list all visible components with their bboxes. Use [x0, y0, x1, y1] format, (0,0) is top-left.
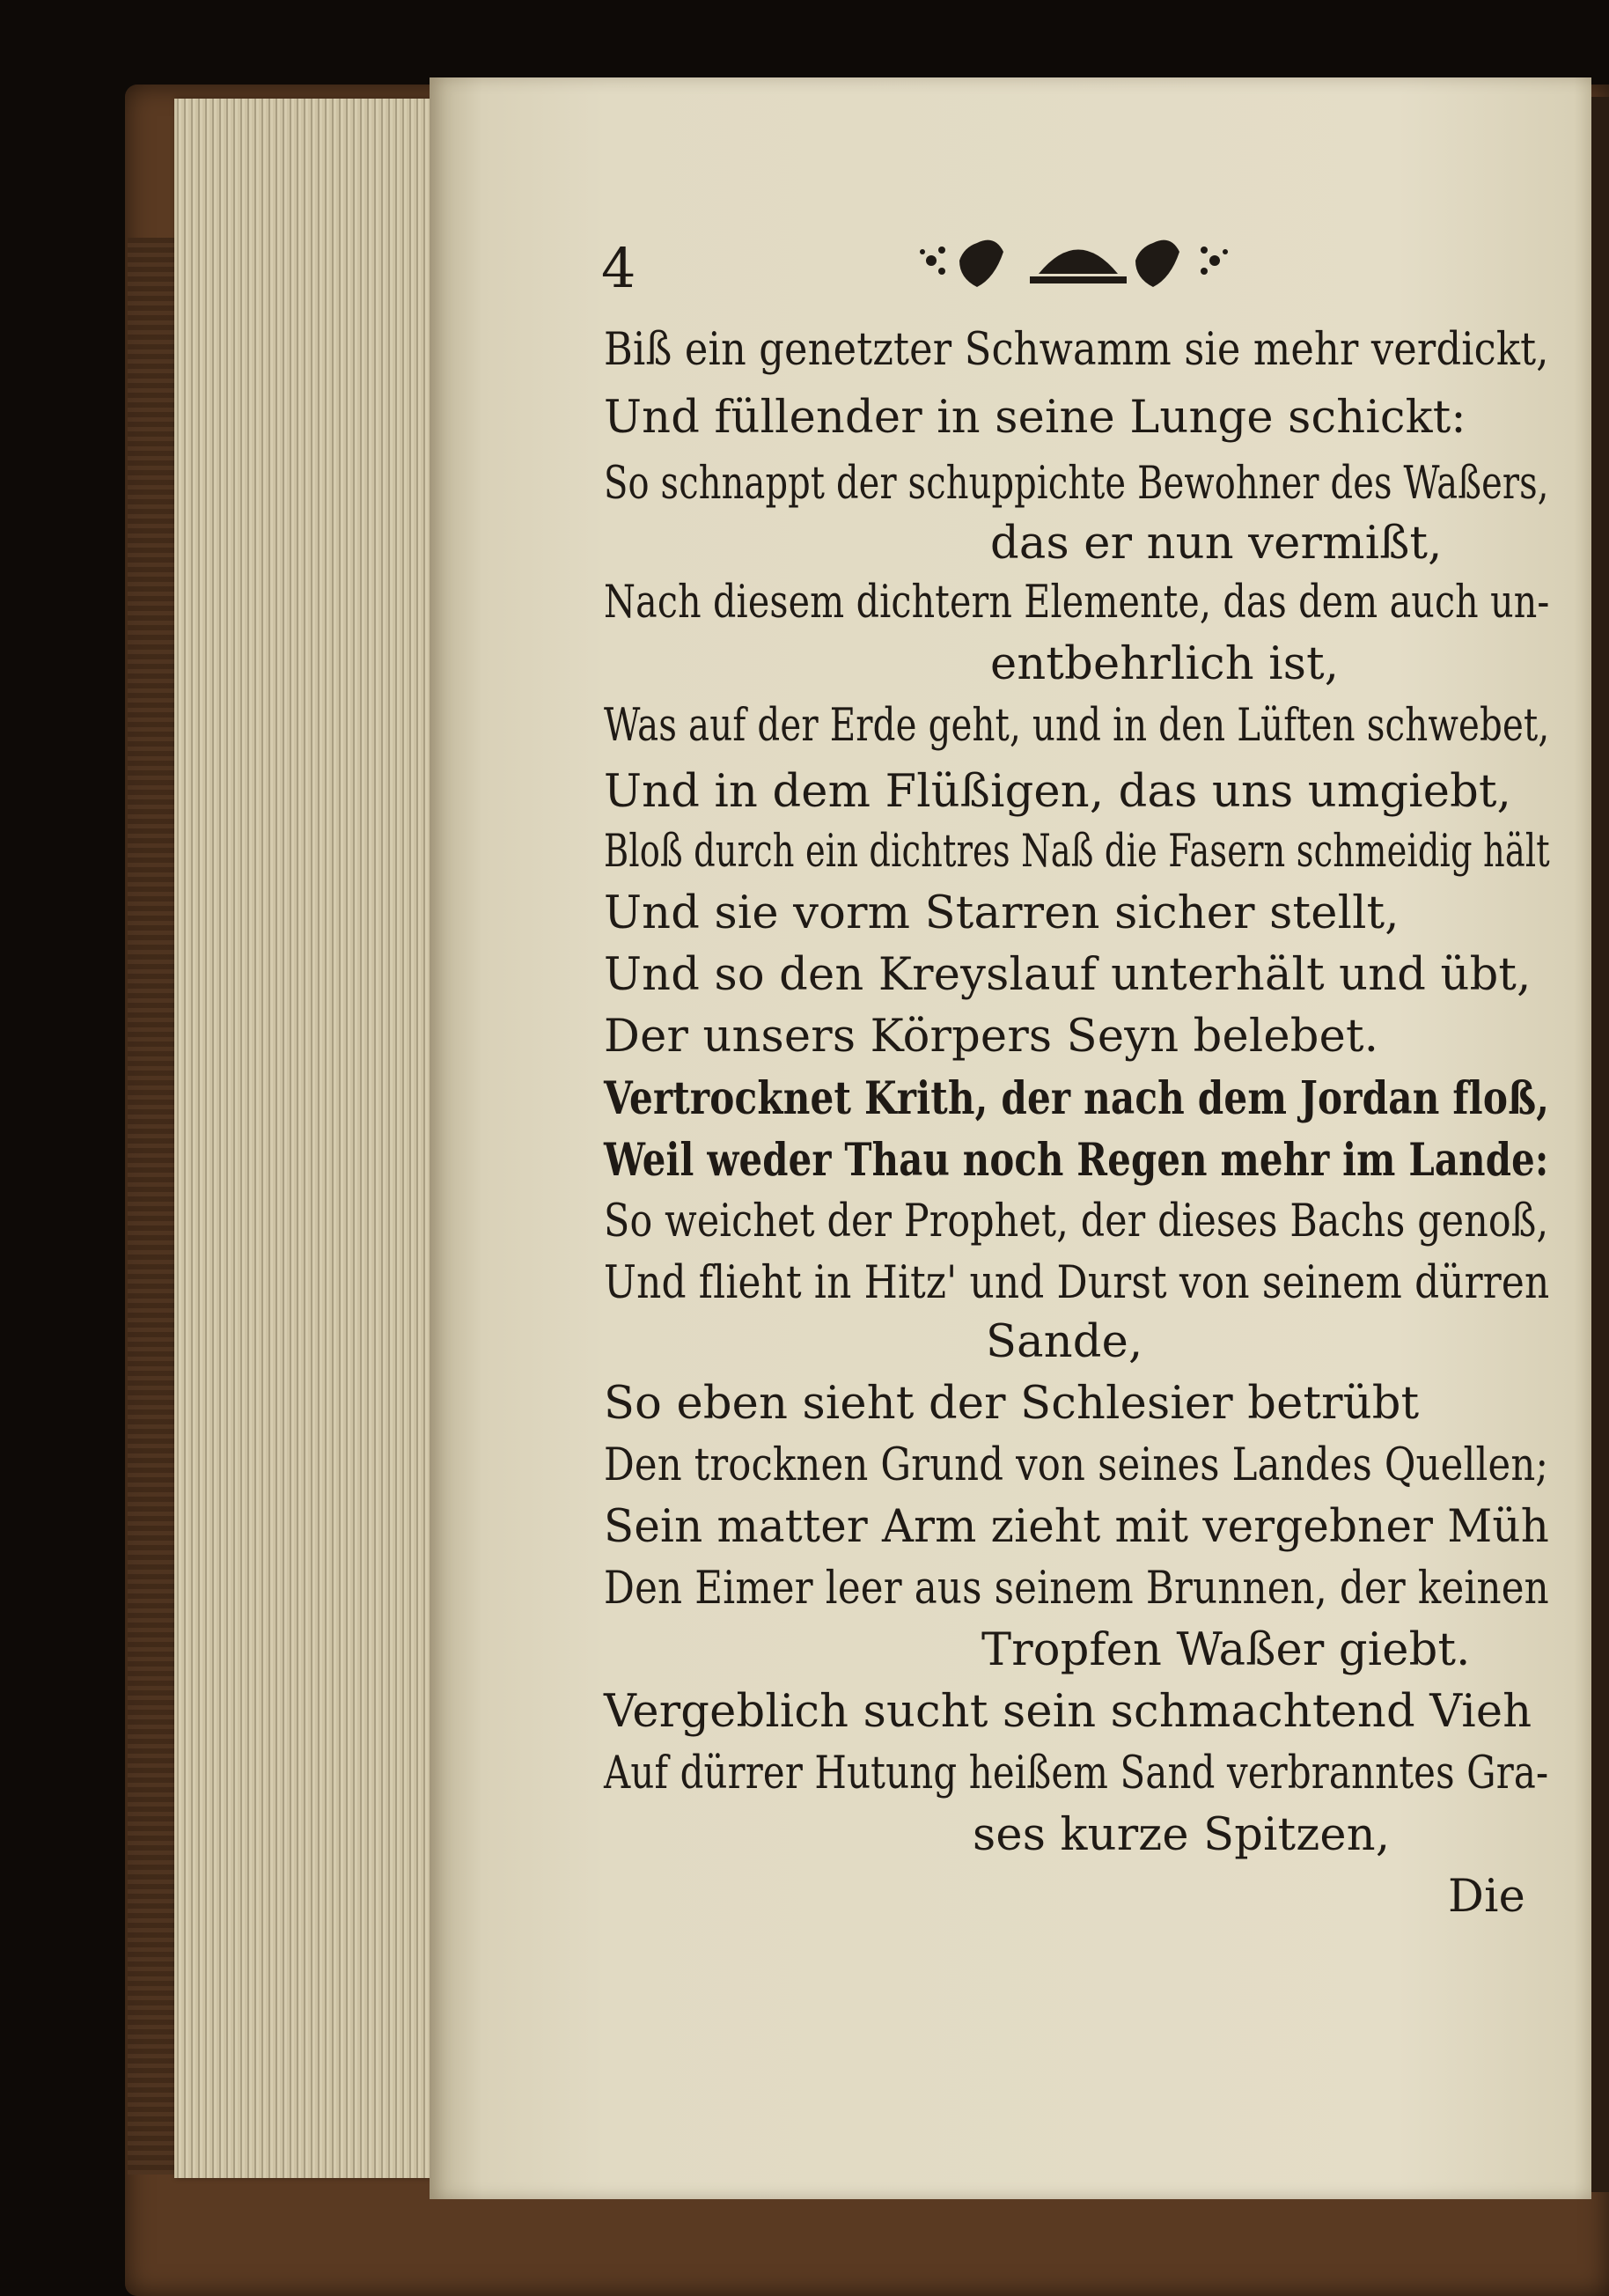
- cover-edge: [128, 238, 176, 2175]
- text-line: Nach diesem dichtern Elemente, das dem auch un-: [604, 577, 1550, 629]
- text-line: Und füllender in seine Lunge schickt:: [604, 392, 1466, 444]
- text-line: Was auf der Erde geht, und in den Lüften schwebet,: [604, 700, 1550, 752]
- text-line: Weil weder Thau noch Regen mehr im Lande:: [604, 1134, 1549, 1187]
- catchword: Die: [1448, 1871, 1525, 1923]
- text-line: das er nun vermißt,: [990, 518, 1443, 570]
- text-line: So schnappt der schuppichte Bewohner des Waßers,: [604, 458, 1549, 510]
- page-number: 4: [601, 236, 636, 300]
- text-line: So weichet der Prophet, der dieses Bachs genoß,: [604, 1196, 1549, 1247]
- text-line: Vertrocknet Krith, der nach dem Jordan floß,: [604, 1072, 1550, 1125]
- text-line: Und so den Kreyslauf unterhält und übt,: [604, 949, 1532, 1001]
- text-line: Auf dürrer Hutung heißem Sand verbranntes Gra-: [604, 1748, 1549, 1799]
- text-line: Den Eimer leer aus seinem Brunnen, der keinen: [604, 1563, 1549, 1615]
- text-line: Und flieht in Hitz' und Durst von seinem dürren: [604, 1257, 1550, 1309]
- text-line: Und sie vorm Starren sicher stellt,: [604, 887, 1400, 939]
- text-line: Den trocknen Grund von seines Landes Quellen;: [604, 1439, 1549, 1491]
- text-line: Sein matter Arm zieht mit vergebner Müh: [604, 1501, 1549, 1553]
- text-line: Der unsers Körpers Seyn belebet.: [604, 1011, 1379, 1063]
- text-line: Biß ein genetzter Schwamm sie mehr verdickt,: [604, 324, 1549, 376]
- page-block-edges: [174, 99, 431, 2178]
- text-line: entbehrlich ist,: [990, 638, 1340, 690]
- printer-ornament-icon: [915, 225, 1241, 296]
- text-line: ses kurze Spitzen,: [973, 1809, 1391, 1861]
- text-line: So eben sieht der Schlesier betrübt: [604, 1378, 1420, 1430]
- text-line: Vergeblich sucht sein schmachtend Vieh: [604, 1686, 1532, 1738]
- text-line: Sande,: [986, 1316, 1143, 1368]
- text-line: Tropfen Waßer giebt.: [981, 1624, 1471, 1676]
- facing-page-edge: [1591, 97, 1609, 2192]
- text-line: Bloß durch ein dichtres Naß die Fasern schmeidig hält: [604, 826, 1550, 878]
- text-line: Und in dem Flüßigen, das uns umgiebt,: [604, 766, 1512, 818]
